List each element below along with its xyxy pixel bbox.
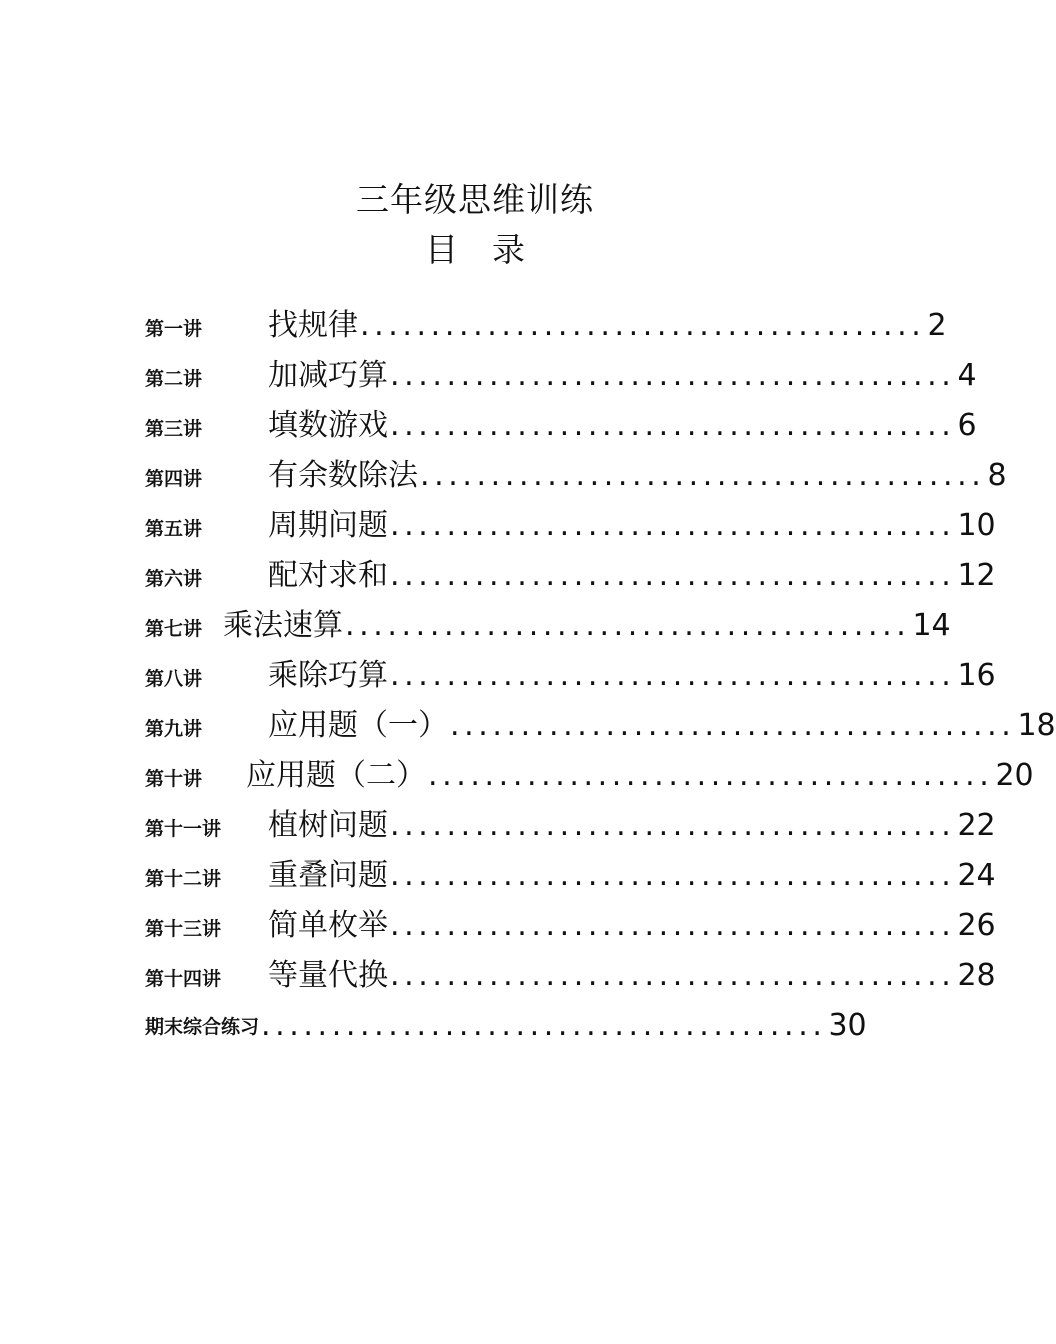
dot-leader: ........................................ [428,758,994,793]
toc-entry-final-review[interactable] [145,1002,867,1046]
lecture-title: 填数游戏 [268,408,388,443]
page-number: 6 [957,408,977,443]
toc-entry[interactable] [145,552,996,596]
toc-entry[interactable] [145,852,996,896]
lecture-title: 应用题（一） [268,708,448,743]
dot-leader: ........................................ [450,708,1016,743]
lecture-number: 第十讲 [145,768,203,790]
page-number: 8 [987,458,1007,493]
page-number: 28 [957,958,996,993]
page-number: 20 [995,758,1034,793]
dot-leader: ........................................ [390,658,956,693]
toc-entry[interactable] [145,352,977,396]
page-number: 16 [957,658,996,693]
lecture-title: 重叠问题 [268,858,388,893]
lecture-number: 第六讲 [145,568,203,590]
document-title: 三年级思维训练 [356,180,594,219]
toc-entry[interactable] [145,752,1034,796]
page-number: 14 [912,608,951,643]
lecture-title: 乘除巧算 [268,658,388,693]
page-number: 10 [957,508,996,543]
dot-leader: ........................................ [345,608,911,643]
dot-leader: ........................................ [261,1008,827,1043]
toc-entry[interactable] [145,652,996,696]
lecture-number: 第五讲 [145,518,203,540]
page-number: 18 [1017,708,1056,743]
lecture-number: 第十三讲 [145,918,222,940]
dot-leader: ........................................ [390,358,956,393]
lecture-number: 第十四讲 [145,968,222,990]
toc-entry[interactable] [145,302,947,346]
lecture-number: 第二讲 [145,368,203,390]
dot-leader: ........................................ [390,558,956,593]
lecture-title: 配对求和 [268,558,388,593]
lecture-number: 第七讲 [145,618,203,640]
page-number: 12 [957,558,996,593]
lecture-number: 第十二讲 [145,868,222,890]
dot-leader: ........................................ [390,408,956,443]
lecture-title: 应用题（二） [246,758,426,793]
lecture-title: 植树问题 [268,808,388,843]
toc-entry[interactable] [145,702,1056,746]
toc-entry[interactable] [145,402,977,446]
lecture-title: 有余数除法 [268,458,418,493]
dot-leader: ........................................ [360,308,926,343]
dot-leader: ........................................ [390,958,956,993]
lecture-title: 周期问题 [268,508,388,543]
page-number: 26 [957,908,996,943]
lecture-title: 简单枚举 [268,908,388,943]
toc-entry[interactable] [145,802,996,846]
lecture-title: 乘法速算 [223,608,343,643]
toc-entry[interactable] [145,902,996,946]
lecture-number: 第八讲 [145,668,203,690]
dot-leader: ........................................ [420,458,986,493]
page-number: 22 [957,808,996,843]
toc-entry[interactable] [145,452,1007,496]
lecture-number: 第四讲 [145,468,203,490]
page-number: 4 [957,358,977,393]
toc-entry[interactable] [145,602,951,646]
page-number: 24 [957,858,996,893]
toc-entry[interactable] [145,952,996,996]
lecture-number: 第三讲 [145,418,203,440]
dot-leader: ........................................ [390,508,956,543]
dot-leader: ........................................ [390,858,956,893]
lecture-title: 等量代换 [268,958,388,993]
lecture-number: 第十一讲 [145,818,222,840]
page-number: 2 [927,308,947,343]
lecture-number: 第一讲 [145,318,203,340]
toc-entry[interactable] [145,502,996,546]
lecture-number: 第九讲 [145,718,203,740]
toc-heading: 目录 [425,230,559,269]
dot-leader: ........................................ [390,808,956,843]
lecture-title: 加减巧算 [268,358,388,393]
page-number: 30 [828,1008,867,1043]
dot-leader: ........................................ [390,908,956,943]
final-review-title: 期末综合练习 [145,1016,260,1038]
lecture-title: 找规律 [268,308,358,343]
